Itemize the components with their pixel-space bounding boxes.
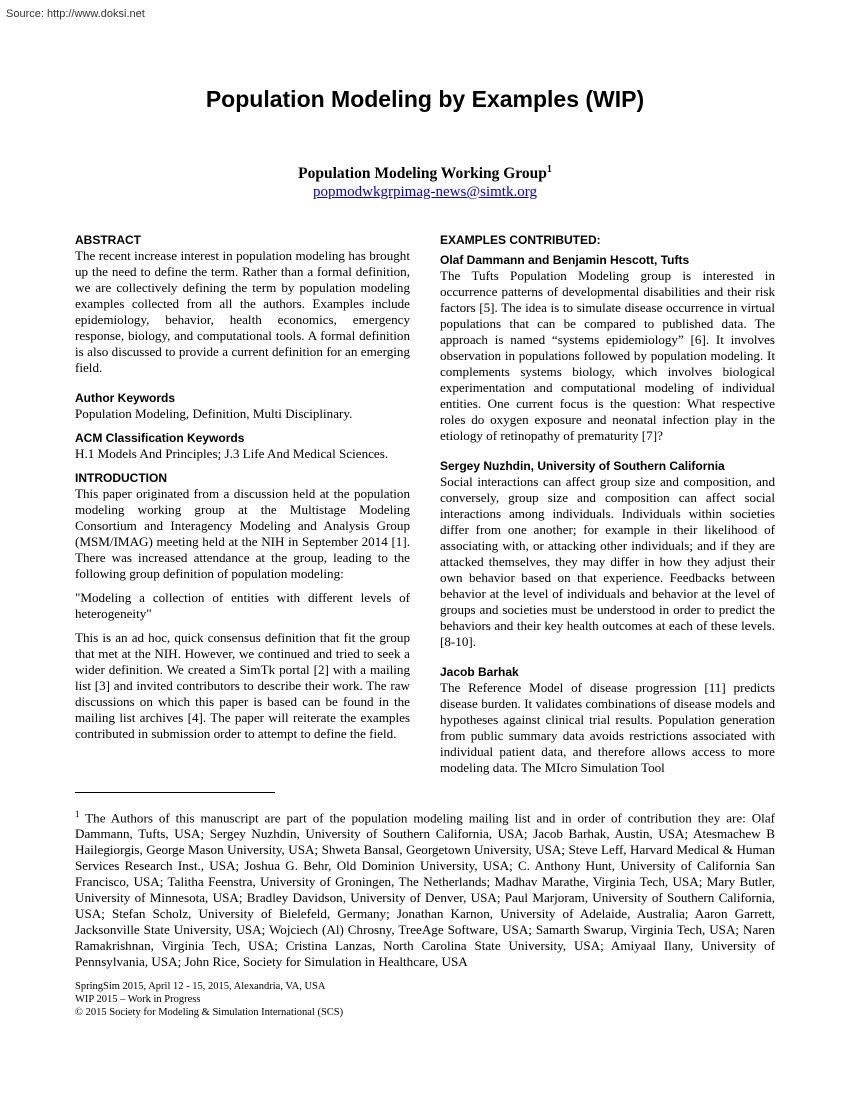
group-email-link[interactable]: popmodwkgrpimag-news@simtk.org bbox=[313, 184, 537, 200]
working-group bbox=[0, 164, 850, 183]
introduction-paragraph-1: This paper originated from a discussion held at the population modeling working group at the Multistage Modeling Consortium and Interagency Modeling and Analysis Group (MSM/IMAG) meeting held at the NIH in September 2014 [1]. There was increased attendance at the group, leading to the following group definition of population modeling: bbox=[75, 486, 410, 581]
definition-quote: "Modeling a collection of entities with different levels of heterogeneity" bbox=[75, 590, 410, 621]
example-1-text: The Tufts Population Modeling group is interested in occurrence patterns of developmental disabilities and their risk factors [5]. The idea is to simulate disease occurrence in virtual populations that can be compared to published data. The approach is named “systems epidemiology” [6]. It involves observation in populations followed by population modeling. It complements systems biology, which involves biological experimentation and computational modeling of individual entities. One current focus is the question: What respective roles do oxygen exposure and neonatal infection play in the etiology of retinopathy of prematurity [7]? bbox=[440, 268, 775, 443]
example-2-text: Social interactions can affect group size and composition, and conversely, group size and composition can affect social interactions among individuals. Individuals within societies differ from one another; for example in their likelihood of associating with, or attacking other individuals; and if they are attacked themselves, they may differ in how they adjust their own behavior based on that experience. Feedbacks between behavior at the level of individuals and behavior at the level of groups and societies must be understood in order to predict the behaviors and their key health outcomes at each of these levels. [8-10]. bbox=[440, 474, 775, 649]
introduction-heading: INTRODUCTION bbox=[75, 471, 167, 485]
footnote bbox=[75, 806, 775, 970]
example-1-heading: Olaf Dammann and Benjamin Hescott, Tufts bbox=[440, 253, 690, 267]
conference-line-1: SpringSim 2015, April 12 - 15, 2015, Alexandria, VA, USA bbox=[75, 981, 326, 992]
conference-line-2: WIP 2015 – Work in Progress bbox=[75, 994, 201, 1005]
source-url: Source: http://www.doksi.net bbox=[6, 8, 145, 20]
left-column bbox=[75, 232, 410, 742]
conference-line-3: © 2015 Society for Modeling & Simulation International (SCS) bbox=[75, 1007, 344, 1018]
example-2-heading: Sergey Nuzhdin, University of Southern California bbox=[440, 459, 725, 473]
example-3-heading: Jacob Barhak bbox=[440, 665, 519, 679]
abstract-text: The recent increase interest in population modeling has brought up the need to define the term. Rather than a formal definition, we are collectively defining the term by population modeling examples collected from all the authors. Examples include epidemiology, behavior, health economics, emergency response, biology, and computational tools. A formal definition is also discussed to provide a current definition for an emerging field. bbox=[75, 248, 410, 375]
right-column bbox=[440, 232, 775, 776]
acm-keywords-heading: ACM Classification Keywords bbox=[75, 431, 245, 445]
footnote-text: The Authors of this manuscript are part of the population modeling mailing list and in order of contribution they are: Olaf Dammann, Tufts, USA; Sergey Nuzhdin, University of Southern California, USA; Jacob Barhak, Austin, USA; Atesmachew B Hailegiorgis, George Mason University, USA; Shweta Bansal, Georgetown University, USA; Steve Leff, Harvard Medical & Human Services Research Inst., USA; Joshua G. Behr, Old Dominion University, USA; C. Anthony Hunt, University of California San Francisco, USA; Talitha Feenstra, University of Groningen, The Netherlands; Madhav Marathe, Virginia Tech, USA; Mary Butler, University of Minnesota, USA; Bradley Davidson, University of Denver, USA; Paul Marjoram, University of Southern California, USA; Stefan Scholz, University of Bielefeld, Germany; Jonathan Karnon, University of Adelaide, Australia; Aaron Garrett, Jacksonville State University, USA; Wojciech (Al) Chrosny, TreeAge Software, USA; Samarth Swarup, Virginia Tech, USA; Naren Ramakrishnan, Virginia Tech, USA; Cristina Lanzas, North Carolina State University, USA; Amiyaal Ilany, University of Pennsylvania, USA; John Rice, Society for Simulation in Healthcare, USA bbox=[75, 810, 775, 970]
footnote-marker: 1 bbox=[546, 164, 552, 175]
author-keywords: Population Modeling, Definition, Multi Disciplinary. bbox=[75, 406, 353, 421]
working-group-name: Population Modeling Working Group bbox=[298, 165, 547, 183]
example-3-text: The Reference Model of disease progression [11] predicts disease burden. It validates combinations of disease models and hypotheses against clinical trial results. Population generation from public summary data avoids restrictions associated with individual patient data, and therefore allows access to more modeling data. The MIcro Simulation Tool bbox=[440, 680, 775, 775]
conference-info bbox=[75, 980, 343, 1019]
abstract-heading: ABSTRACT bbox=[75, 233, 141, 247]
footnote-number: 1 bbox=[75, 809, 80, 819]
author-keywords-heading: Author Keywords bbox=[75, 391, 176, 405]
examples-heading: EXAMPLES CONTRIBUTED: bbox=[440, 233, 601, 247]
acm-keywords: H.1 Models And Principles; J.3 Life And Medical Sciences. bbox=[75, 446, 389, 461]
paper-title: Population Modeling by Examples (WIP) bbox=[205, 86, 645, 112]
introduction-paragraph-2: This is an ad hoc, quick consensus definition that fit the group that met at the NIH. However, we continued and tried to seek a wider definition. We created a SimTk portal [2] with a mailing list [3] and invited contributors to describe their work. The raw discussions on which this paper is based can be found in the mailing list archives [4]. The paper will reiterate the examples contributed in submission order to attempt to define the field. bbox=[75, 630, 410, 741]
footnote-divider bbox=[75, 792, 275, 793]
